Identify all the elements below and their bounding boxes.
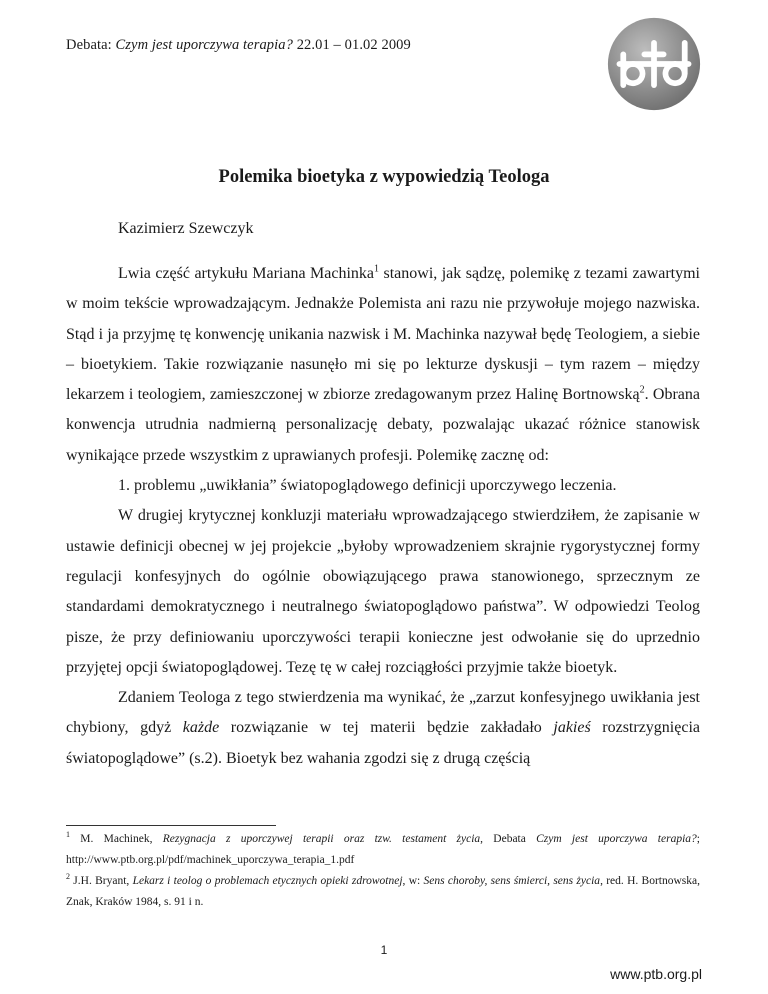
article-title: Polemika bioetyka z wypowiedzią Teologa bbox=[218, 167, 550, 187]
footnote-ref-2: 2 bbox=[639, 384, 645, 396]
author-name: Kazimierz Szewczyk bbox=[118, 220, 254, 237]
header-debate-title: Czym jest uporczywa terapia? bbox=[115, 37, 293, 53]
footnote-1-link[interactable]: ; http://www.ptb.org.pl/pdf/machinek_uporczywa_terapia_1.pdf bbox=[66, 833, 700, 866]
footnote-ref-1: 1 bbox=[374, 263, 380, 275]
paragraph-3: W drugiej krytycznej konkluzji materiału wprowadzającego stwierdziłem, że zapisanie w ustawie definicji obecnej w jej projekcie „byłoby wprowadzeniem skrajnie rygorystycznej formy regulacji konfesyjnych do ogólnie obowiązującego prawa stanowionego, sprzecznym ze standardami demokratycznego i neutralnego światopoglądowo państwa”. W odpowiedzi Teolog pisze, że przy definiowaniu uporczywości terapii konieczne jest odwołanie się do uprzednio przyjętej opcji światopoglądowej. Tezę tę w całej rozciągłości przyjmie także bioetyk. bbox=[66, 507, 700, 676]
header-prefix: Debata: bbox=[66, 37, 116, 53]
document-header bbox=[66, 37, 411, 54]
header-dates: 22.01 – 01.02 2009 bbox=[292, 37, 411, 53]
ptb-logo bbox=[606, 16, 702, 112]
paragraph-4: Zdaniem Teologa z tego stwierdzenia ma wynikać, że „zarzut konfesyjnego uwikłania jest chybiony, gdyż każde rozwiązanie w tej materii będzie zakładało jakieś rozstrzygnięcia światopoglądowe” (s.2). Bioetyk bez wahania zgodzi się z drugą częścią bbox=[66, 689, 700, 767]
website-link[interactable]: www.ptb.org.pl bbox=[610, 966, 702, 982]
footnotes bbox=[66, 829, 700, 913]
footnote-separator bbox=[66, 825, 276, 826]
paragraph-2: 1. problemu „uwikłania” światopoglądowego definicji uporczywego leczenia. bbox=[118, 477, 617, 495]
page-number: 1 bbox=[380, 943, 388, 957]
footnote-1: $^1$ M. Machinek, Rezygnacja z uporczywej terapii oraz tzw. testament życia, Debata Czym jest uporczywa terapia?; http://www.ptb.org.pl/pdf/machinek_uporczywa_terapia_1.pdf bbox=[66, 830, 700, 866]
footnote-2: $^2$ J.H. Bryant, Lekarz i teolog o problemach etycznych opieki zdrowotnej, w: Sens choroby, sens śmierci, sens życia, red. H. Bortnowska, Znak, Kraków 1984, s. 91 i n. bbox=[66, 872, 700, 908]
article-body bbox=[66, 259, 700, 774]
paragraph-1: Lwia część artykułu Mariana Machinka$^1$ stanowi, jak sądzę, polemikę z tezami zawartymi w moim tekście wprowadzającym. Jednakże Polemista ani razu nie przywołuje mojego nazwiska. Stąd i ja przyjmę tę konwencję unikania nazwisk i M. Machinka nazywał będę Teologiem, a siebie – bioetykiem. Takie rozwiązanie nasunęło mi się po lekturze dyskusji – tym razem – między lekarzem i teologiem, zamieszczonej w zbiorze zredagowanym przez Halinę Bortnowską$^2$. Obrana konwencja utrudnia nadmierną personalizację debaty, pozwalając ukazać różnice stanowisk wynikające przede wszystkim z uprawianych profesji. Polemikę zacznę od: bbox=[66, 263, 701, 464]
